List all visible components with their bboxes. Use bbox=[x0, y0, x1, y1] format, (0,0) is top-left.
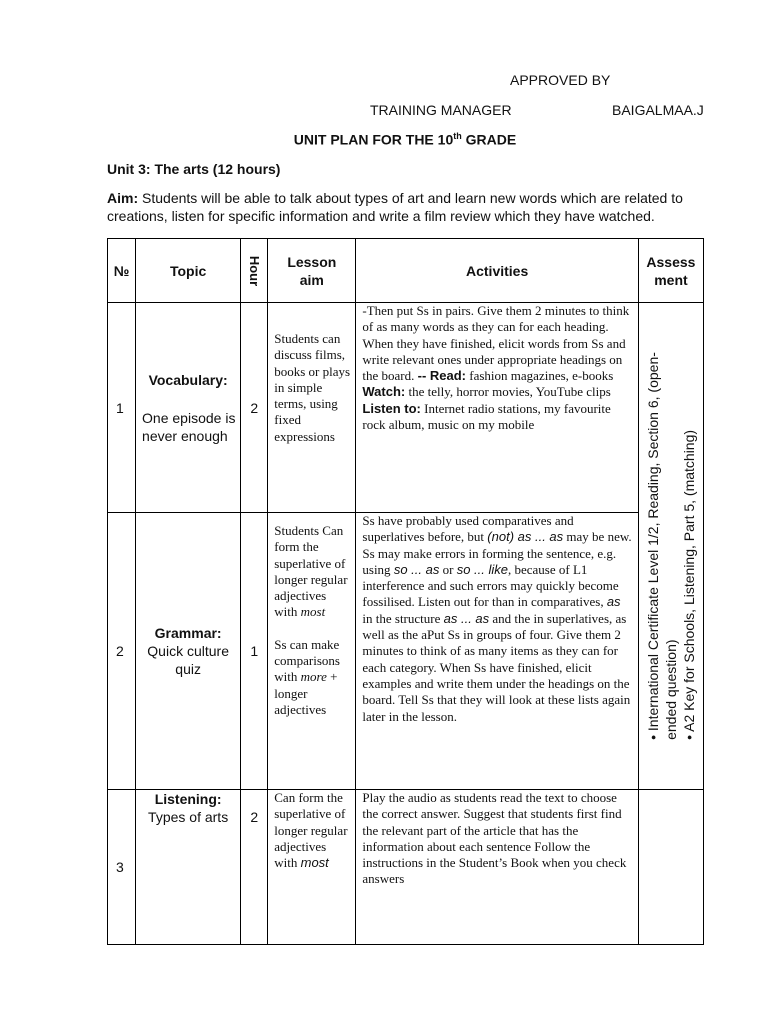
topic-subtitle: Types of arts bbox=[148, 809, 229, 825]
topic-subtitle: One episode is never enough bbox=[142, 409, 236, 444]
col-header-num: № bbox=[108, 239, 136, 303]
manager-name: BAIGALMAA.J bbox=[612, 102, 704, 118]
row-num: 3 bbox=[108, 790, 136, 945]
assessment-text: • International Certificate Level 1/2, Reading, Section 6, (open- ended question) • A2 Key for Schools, Listening, Part 5, (matching) bbox=[644, 352, 697, 740]
topic-title: Grammar: bbox=[154, 625, 222, 641]
approved-by: APPROVED BY bbox=[510, 72, 611, 88]
row-lesson-aim: Students can discuss films, books or plays in simple terms, using fixed expressions bbox=[268, 303, 356, 513]
row-activities: Play the audio as students read the text to choose the correct answer. Suggest that students first find the relevant part of the article that has the information about each sentence Follow the instructions in the Student’s Book when you check answers bbox=[356, 790, 638, 945]
row-num: 2 bbox=[108, 513, 136, 790]
row-topic bbox=[136, 303, 241, 513]
unit-plan-table bbox=[107, 238, 704, 945]
row-lesson-aim: Can form the superlative of longer regular adjectives with most bbox=[268, 790, 356, 945]
row-hour: 1 bbox=[241, 513, 268, 790]
table-row bbox=[108, 790, 704, 945]
page-title: UNIT PLAN FOR THE 10th GRADE bbox=[293, 131, 517, 148]
col-header-lesson-aim: Lesson aim bbox=[268, 239, 356, 303]
row-assessment bbox=[638, 303, 703, 790]
topic-title: Listening: bbox=[154, 791, 222, 807]
row-activities: -Then put Ss in pairs. Give them 2 minutes to think of as many words as they can for each heading. When they have finished, elicit words from Ss and write relevant ones under appropriate headings on the board. -- Read: fashion magazines, e-books Watch: the telly, horror movies, YouTube clips Listen to: Internet radio stations, my favourite rock album, music on my mobile bbox=[356, 303, 638, 513]
row-assessment bbox=[638, 790, 703, 945]
col-header-activities: Activities bbox=[356, 239, 638, 303]
table-row bbox=[108, 513, 704, 790]
unit-heading: Unit 3: The arts (12 hours) bbox=[107, 161, 281, 177]
aim-label: Aim: bbox=[107, 190, 139, 206]
row-topic bbox=[136, 790, 241, 945]
training-manager-label: TRAINING MANAGER bbox=[370, 102, 512, 118]
row-num: 1 bbox=[108, 303, 136, 513]
row-topic bbox=[136, 513, 241, 790]
col-header-assessment: Assess ment bbox=[638, 239, 703, 303]
row-hour: 2 bbox=[241, 303, 268, 513]
aim-text: Students will be able to talk about types of art and learn new words which are related to creations, listen for specific information and write a film review which they have watched. bbox=[107, 190, 683, 224]
row-activities: Ss have probably used comparatives and superlatives before, but (not) as ... as may be new. Ss may make errors in forming the sentence, e.g. using so ... as or so ... like, because of L1 interference and such errors may quickly become fossilised. Listen out for than in comparatives, as in the structure as ... as and the in superlatives, as well as the aPut Ss in groups of four. Give them 2 minutes to think of as many items as they can for each category. When Ss have finished, elicit examples and write them under the headings on the board. Tell Ss that they will look at these lists again later in the lesson. bbox=[356, 513, 638, 790]
table-header-row bbox=[108, 239, 704, 303]
col-header-topic: Topic bbox=[136, 239, 241, 303]
topic-title: Vocabulary: bbox=[148, 371, 228, 388]
col-header-hour: Hour bbox=[241, 239, 268, 303]
row-lesson-aim: Students Can form the superlative of longer regular adjectives with most Ss can make comparisons with more + longer adjectives bbox=[268, 513, 356, 790]
topic-subtitle: Quick culture quiz bbox=[147, 643, 229, 677]
aim-paragraph bbox=[107, 189, 707, 225]
table-row bbox=[108, 303, 704, 513]
row-hour: 2 bbox=[241, 790, 268, 945]
